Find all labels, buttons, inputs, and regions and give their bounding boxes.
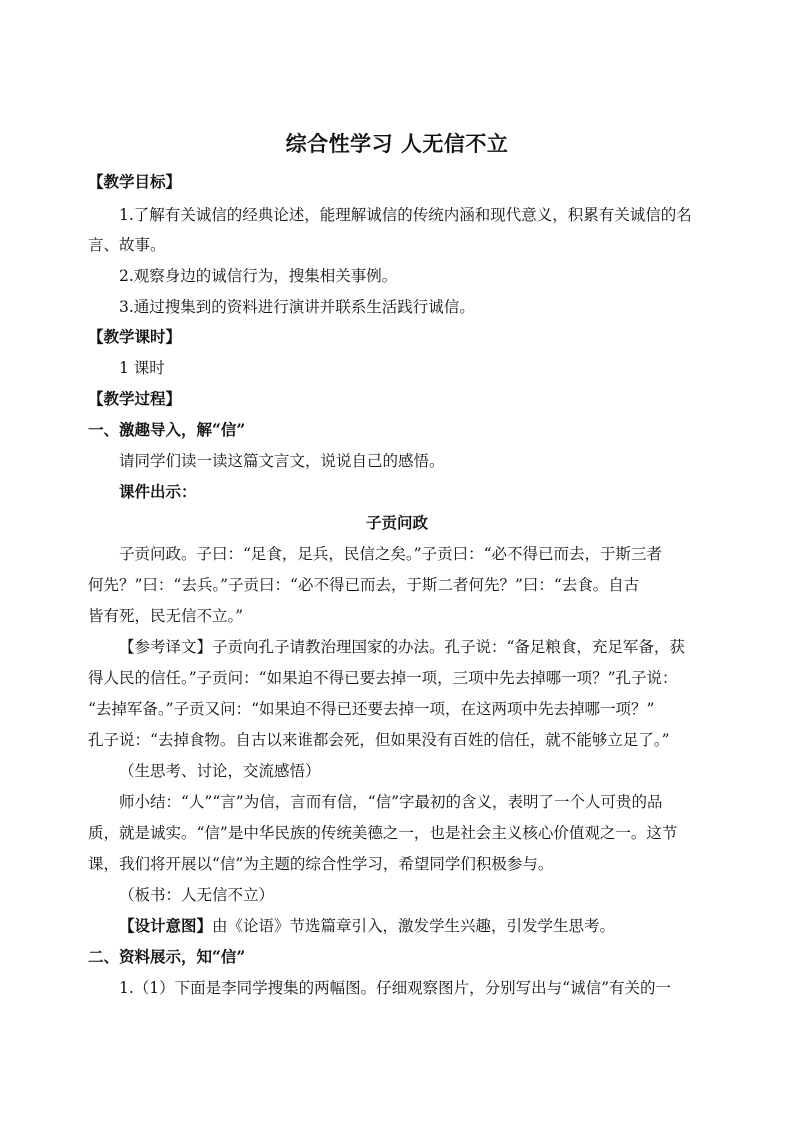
part1-heading: 一、激趣导入，解“信” [88, 420, 246, 439]
translation-line-4: 孔子说：“去掉食物。自古以来谁都会死，但如果没有百姓的信任，就不能够立足了。” [88, 731, 670, 749]
objective-3: 3.通过搜集到的资料进行演讲并联系生活践行诚信。 [119, 298, 475, 316]
blackboard-note: （板书：人无信不立） [119, 886, 275, 904]
part1-intro: 请同学们读一读这篇文言文，说说自己的感悟。 [119, 452, 445, 470]
translation-line-2: 得人民的信任。”子贡问：“如果迫不得已要去掉一项，三项中先去掉哪一项？”孔子说： [88, 669, 678, 687]
page-title: 综合性学习 人无信不立 [285, 131, 509, 156]
hours-value: 1 课时 [119, 359, 165, 377]
objectives-heading: 【教学目标】 [88, 172, 182, 191]
translation-line-3: “去掉军备。”子贡又问：“如果迫不得已还要去掉一项，在这两项中先去掉哪一项？” [88, 700, 655, 718]
classic-line-1: 子贡问政。子曰：“足食，足兵，民信之矣。”子贡曰：“必不得已而去，于斯三者 [119, 545, 663, 563]
part2-heading: 二、资料展示，知“信” [88, 947, 246, 966]
design-text: 由《论语》节选篇章引入，激发学生兴趣，引发学生思考。 [212, 917, 616, 935]
part1-show: 课件出示： [119, 482, 197, 501]
design-label: 【设计意图】 [119, 916, 213, 935]
classic-line-3: 皆有死，民无信不立。” [88, 607, 244, 625]
summary-line-2: 质，就是诚实。“信”是中华民族的传统美德之一，也是社会主义核心价值观之一。这节 [88, 824, 678, 842]
discussion-note: （生思考、讨论，交流感悟） [119, 762, 321, 780]
part2-item-1: 1.（1）下面是李同学搜集的两幅图。仔细观察图片，分别写出与“诚信”有关的一 [119, 979, 672, 997]
objective-1-line-2: 言、故事。 [88, 236, 166, 254]
classic-line-2: 何先？”曰：“去兵。”子贡曰：“必不得已而去，于斯二者何先？”曰：“去食。自古 [88, 576, 640, 594]
translation-line-1: 【参考译文】子贡向孔子请教治理国家的办法。孔子说：“备足粮食，充足军备，获 [119, 638, 685, 656]
summary-line-3: 课，我们将开展以“信”为主题的综合性学习，希望同学们积极参与。 [88, 855, 554, 873]
classic-title: 子贡问政 [365, 513, 428, 532]
summary-line-1: 师小结：“人”“言”为信，言而有信，“信”字最初的含义，表明了一个人可贵的品 [119, 793, 663, 811]
objective-2: 2.观察身边的诚信行为，搜集相关事例。 [119, 267, 398, 285]
process-heading: 【教学过程】 [88, 389, 182, 408]
hours-heading: 【教学课时】 [88, 327, 182, 346]
objective-1-line-1: 1.了解有关诚信的经典论述，能理解诚信的传统内涵和现代意义，积累有关诚信的名 [119, 206, 692, 224]
design-intent [119, 916, 759, 936]
